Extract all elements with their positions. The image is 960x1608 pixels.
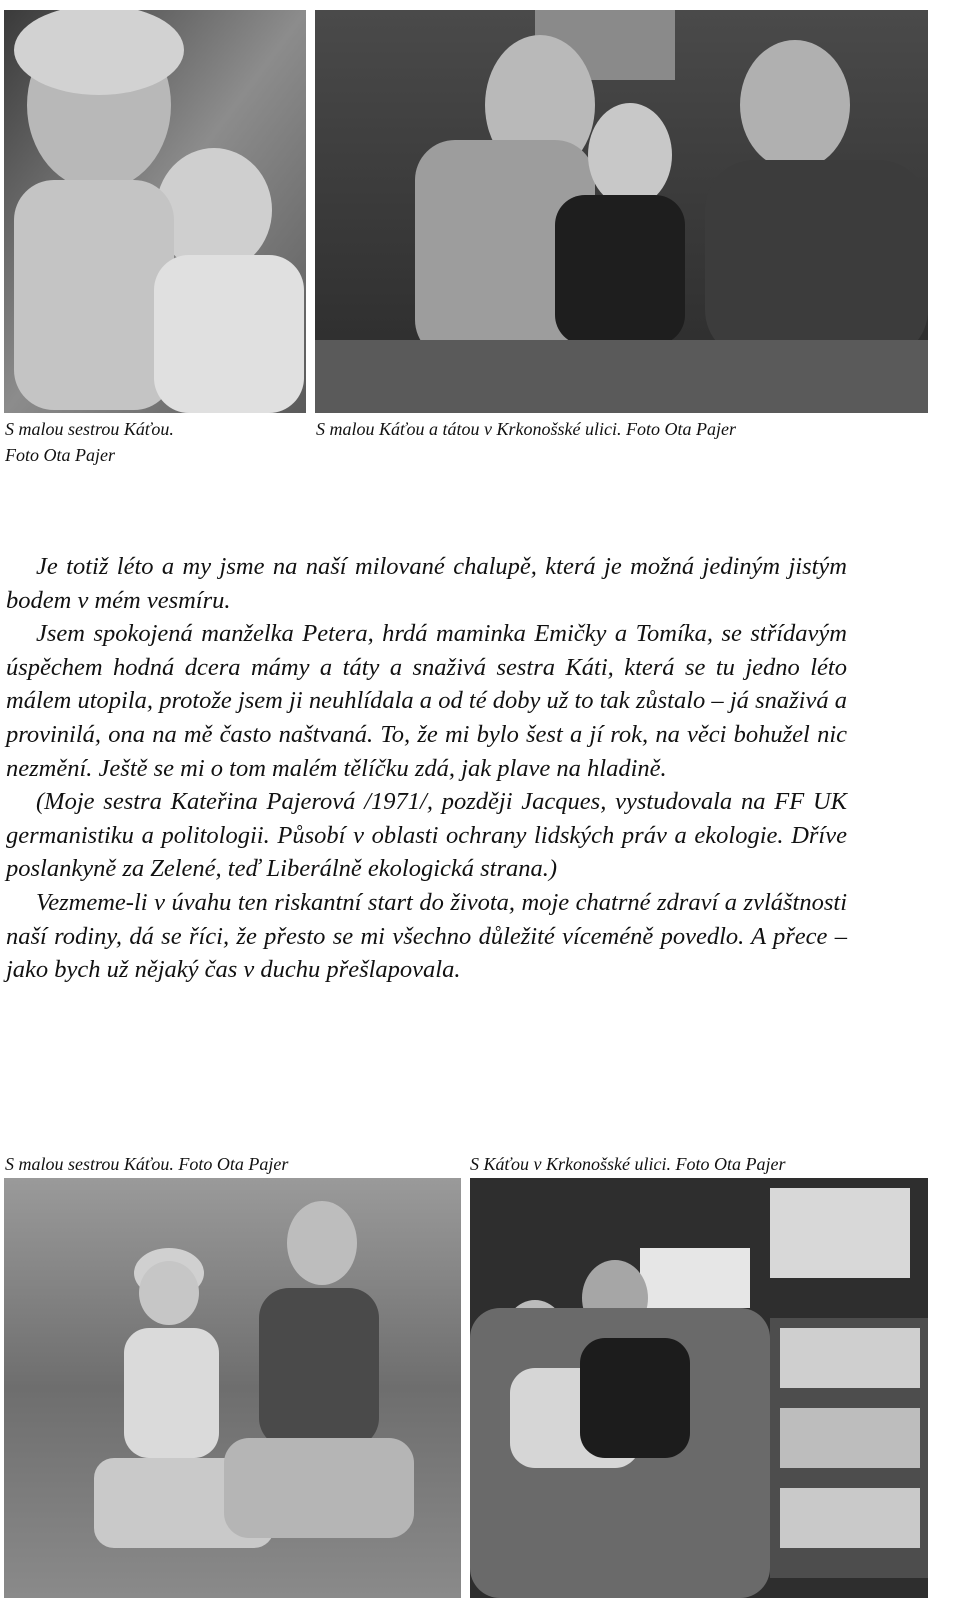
photo-sisters-on-grass xyxy=(4,1178,461,1598)
paragraph-2: Jsem spokojená manželka Petera, hrdá maminka Emičky a Tomíka, se střídavým úspěchem hodná dcera mámy a táty a snaživá sestra Káti, která se tu jedno léto málem utopila, protože jsem ji neuhlídala a od té doby už to tak zůstalo – já snaživá a provinilá, ona na mě často naštvaná. To, že mi bylo šest a jí rok, na věci bohužel nic nezmění. Ještě se mi o tom malém tělíčku zdá, jak plave na hladině. xyxy=(6,620,847,782)
caption-bottom-left xyxy=(5,1151,288,1177)
memoir-text xyxy=(6,550,847,987)
photo-sisters-armchair xyxy=(470,1178,928,1598)
caption-bottom-right-text: S Káťou v Krkonošské ulici. Foto Ota Pajer xyxy=(470,1154,786,1174)
paragraph-1: Je totiž léto a my jsme na naší milované chalupě, která je možná jediným jistým bodem v mém vesmíru. xyxy=(6,553,847,614)
caption-bottom-right xyxy=(470,1151,786,1177)
paragraph-4: Vezmeme-li v úvahu ten riskantní start do života, moje chatrné zdraví a zvláštnosti naší rodiny, dá se říci, že přesto se mi všechno důležité víceméně povedlo. A přece – jako bych už nějaký čas v duchu přešlapovala. xyxy=(6,888,847,984)
paragraph-3: (Moje sestra Kateřina Pajerová /1971/, později Jacques, vystudovala na FF UK germanistiku a politologii. Působí v oblasti ochrany lidských práv a ekologie. Dříve poslankyně za Zelené, teď Liberálně ekologická strana.) xyxy=(6,788,847,883)
photo-sisters-portrait xyxy=(4,10,306,413)
caption-bottom-left-text: S malou sestrou Káťou. Foto Ota Pajer xyxy=(5,1154,289,1174)
caption-top-left-line1: S malou sestrou Káťou. xyxy=(5,419,174,439)
caption-top-right-text: S malou Káťou a tátou v Krkonošské ulici. Foto Ota Pajer xyxy=(316,419,737,439)
caption-top-left xyxy=(5,416,174,468)
caption-top-right xyxy=(316,416,736,442)
photo-with-sister-and-father xyxy=(315,10,928,413)
caption-top-left-line2: Foto Ota Pajer xyxy=(5,445,115,465)
